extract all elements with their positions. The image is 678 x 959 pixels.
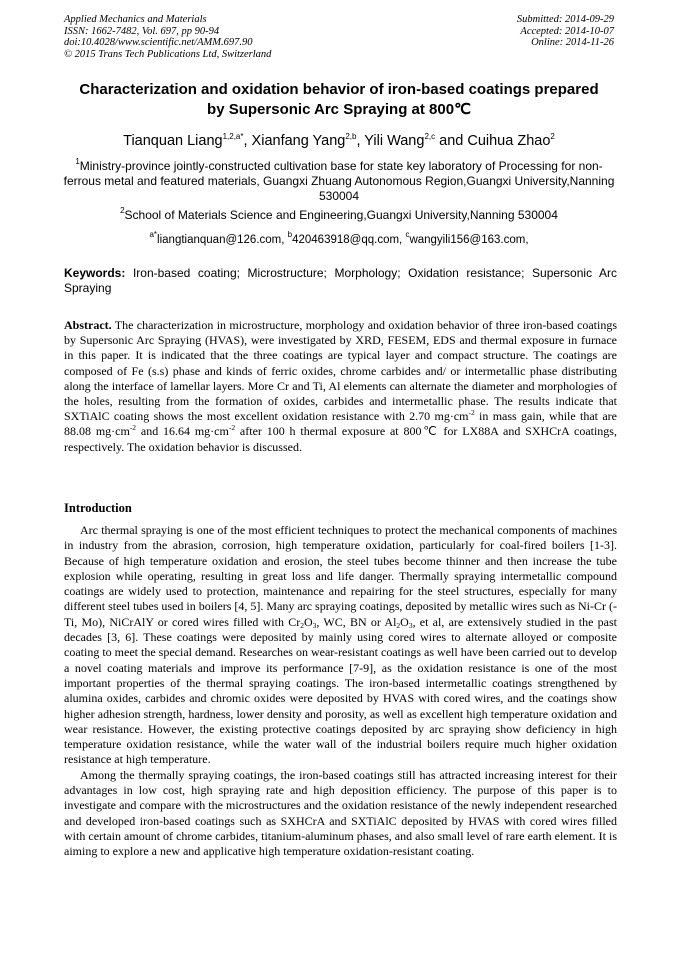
paper-title	[50, 80, 628, 120]
email-link[interactable]: wangyili156@163.com,	[409, 234, 529, 246]
affiliation-superscript: 1	[75, 157, 80, 166]
abstract-text: in mass gain, while that are 88.08 mg·cm	[64, 409, 617, 439]
journal-doi: doi:10.4028/www.scientific.net/AMM.697.90	[64, 37, 253, 48]
intro-subscript: 3	[312, 620, 317, 630]
abstract-text: The characterization in microstructure, morphology and oxidation behavior of three iron-based coatings by Supersonic Arc Spraying (HVAS), were investigated by XRD, FESEM, EDS and thermal exposure in furnace in this paper. It is indicated that the three coatings are typical layer and compact structure. The coatings are composed of Fe (s.s) phase and kinds of ferric oxides, chrome carbides and/ or intermetallic phase distributing along the interface of lamellar layers. More Cr and Ti, Al elements can alternate the diameter and morphologies of the holes, resulting from the formation of oxides, carbides and intermetallic phase. The results indicate that SXTiAlC coating shows the most excellent oxidation resistance with 2.70 mg·cm	[64, 318, 617, 424]
abstract-superscript: -2	[228, 423, 236, 433]
author-superscript: 1,2,a*	[222, 132, 244, 141]
author-name: Yili Wang	[364, 133, 425, 149]
author-name: Xianfang Yang	[251, 133, 346, 149]
author-superscript: 2,c	[424, 132, 436, 141]
affiliation-1	[60, 159, 618, 204]
email-superscript: a*	[149, 230, 158, 239]
author-separator: ,	[356, 133, 365, 149]
author-name: Cuihua Zhao	[467, 133, 551, 149]
title-line-1: Characterization and oxidation behavior of iron-based coatings prepared	[79, 81, 599, 98]
accepted-date: Accepted: 2014-10-07	[520, 25, 614, 37]
journal-name: Applied Mechanics and Materials	[64, 14, 207, 25]
affiliation-text: School of Materials Science and Engineering,Guangxi University,Nanning 530004	[124, 208, 558, 222]
author-list	[30, 132, 648, 150]
author-superscript: 2	[550, 132, 555, 141]
intro-text: O	[400, 614, 409, 629]
author-superscript: 2,b	[345, 132, 357, 141]
journal-copyright: © 2015 Trans Tech Publications Ltd, Switzerland	[64, 48, 272, 60]
title-line-2: by Supersonic Arc Spraying at 800℃	[207, 101, 471, 118]
email-link[interactable]: liangtianquan@126.com,	[157, 234, 288, 246]
email-superscript: b	[287, 230, 293, 239]
intro-text: , et al, are extensively studied in the past decades [3, 6]. These coatings were deposited by mainly using cored wires to alternate alloyed or composite coating to meet the special demand. Researches on wear-resistant coatings as well have been carried out to develop a novel coating materials and improve its performance [7-9], as the oxidation resistance is one of the most important properties of the thermal spraying coatings. The iron-based intermetallic coatings strengthened by alumina oxides, carbides and chromic oxides were deposited by HVAS with cored wires, and the coatings show higher adhesion strength, hardness, lower density and porosity, as well as excellent high temperature oxidation and wear resistance. However, the existing protective coatings deposited by arc spraying show deficiency in high temperature oxidation resistance, while the water wall of the industrial boilers require much higher oxidation resistance at high temperature.	[64, 614, 617, 767]
intro-text: Arc thermal spraying is one of the most efficient techniques to protect the mechanical components of machines in industry from the abrasion, corrosion, high temperature oxidation, particularly for coal-fired boilers [1-3]. Because of high temperature oxidation and erosion, the steel tubes become thinner and then increase the tube explosion while operating, resulting in great loss and life danger. Thermally spraying intermetallic compound coatings are widely used to protection, maintenance and repairing for the steel structures, especially for many different steel tubes used in boilers [4, 5]. Many arc spraying coatings, deposited by metallic wires such as Ni-Cr (-Ti, Mo), NiCrAlY or cored wires filled with Cr	[64, 523, 617, 629]
abstract-superscript: -2	[468, 408, 475, 418]
introduction-body	[64, 523, 617, 860]
intro-subscript: 2	[300, 620, 304, 630]
intro-text: , WC, BN or Al	[316, 614, 397, 629]
intro-subscript: 3	[408, 620, 413, 630]
abstract-superscript: -2	[129, 423, 137, 433]
author-separator: ,	[243, 133, 252, 149]
dates-header	[517, 14, 614, 49]
author-emails	[30, 230, 648, 247]
email-superscript: c	[405, 230, 410, 239]
keywords-label: Keywords:	[64, 266, 126, 280]
journal-header	[64, 14, 271, 60]
intro-paragraph-2: Among the thermally spraying coatings, the iron-based coatings still has attracted increasing interest for their advantages in low cost, high spraying rate and high deposition efficiency. The purpose of this paper is to investigate and compare with the microstructures and the oxidation resistance of the newly independent researched and developed iron-based coatings such as SXHCrA and SXTiAlC deposited by HVAS with cored wires filled with certain amount of chrome carbides, titanium-aluminum phases, and also small level of rare earth element. It is aiming to explore a new and applicative high temperature oxidation-resistant coating.	[64, 767, 617, 859]
keywords-text: Iron-based coating; Microstructure; Morphology; Oxidation resistance; Supersonic Arc Spraying	[64, 266, 617, 295]
journal-issn: ISSN: 1662-7482, Vol. 697, pp 90-94	[64, 25, 220, 37]
affiliation-2	[60, 208, 618, 223]
email-link[interactable]: 420463918@qq.com,	[292, 234, 406, 246]
affiliation-text: Ministry-province jointly-constructed cultivation base for state key laboratory of Processing for non-ferrous metal and featured materials, Guangxi Zhuang Autonomous Region,Guangxi University,Nanning 530004	[63, 159, 615, 203]
affiliation-superscript: 2	[120, 206, 125, 215]
online-date: Online: 2014-11-26	[531, 37, 614, 48]
intro-subscript: 2	[396, 620, 401, 630]
keywords	[64, 266, 617, 296]
author-name: Tianquan Liang	[123, 133, 223, 149]
abstract	[64, 318, 617, 455]
author-separator: and	[435, 133, 468, 149]
intro-paragraph-1	[64, 523, 617, 768]
intro-text: O	[303, 614, 313, 629]
abstract-label: Abstract.	[64, 318, 112, 332]
abstract-text: and 16.64 mg·cm	[136, 424, 229, 439]
abstract-text: after 100 h thermal exposure at 800℃ for LX88A and SXHCrA coatings, respectively. The oxidation behavior is discussed.	[64, 424, 617, 454]
section-heading-introduction: Introduction	[64, 501, 132, 515]
submitted-date: Submitted: 2014-09-29	[516, 14, 614, 25]
